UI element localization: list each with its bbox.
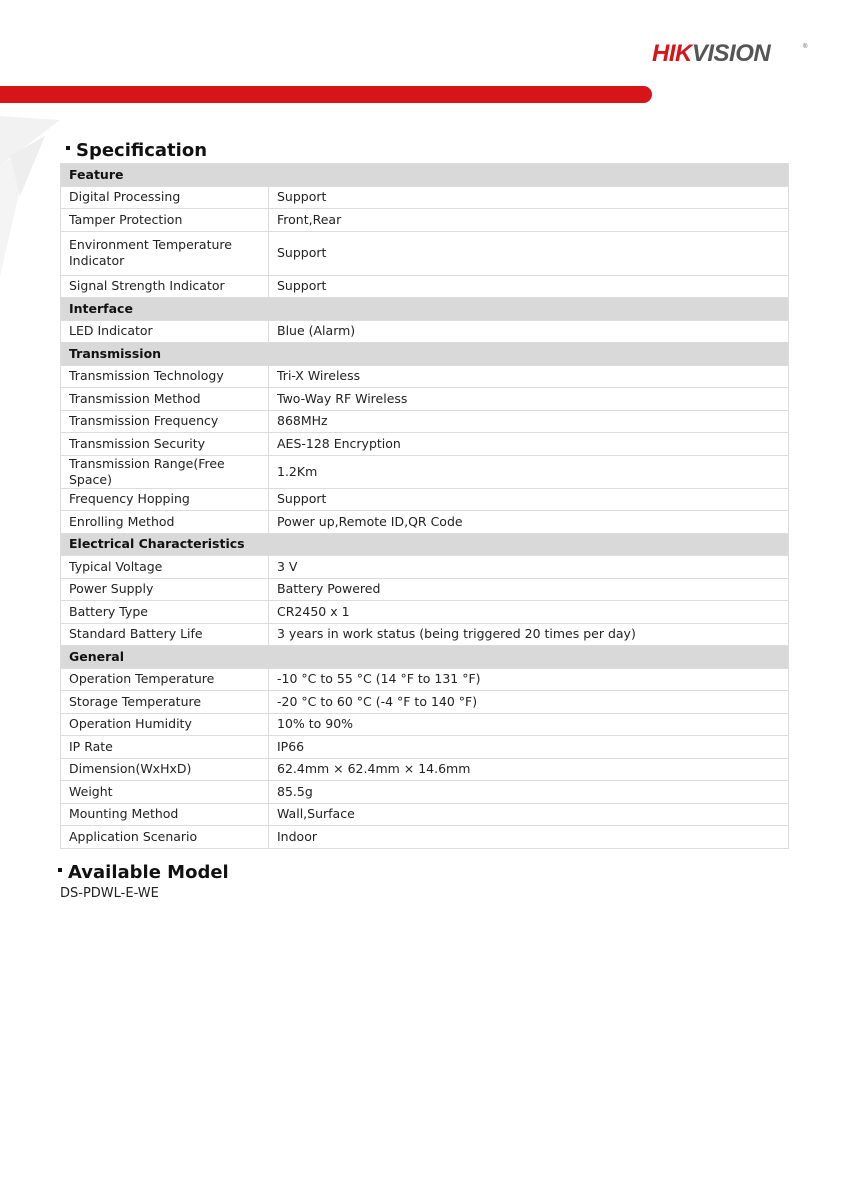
spec-row — [61, 668, 789, 691]
category-label: Interface — [61, 298, 789, 321]
spec-row — [61, 433, 789, 456]
spec-row — [61, 365, 789, 388]
spec-label: Tamper Protection — [61, 209, 269, 232]
spec-row — [61, 209, 789, 232]
spec-label: Typical Voltage — [61, 556, 269, 579]
specification-table — [60, 163, 789, 849]
spec-value: Indoor — [269, 826, 789, 849]
spec-value: 3 V — [269, 556, 789, 579]
spec-value: Support — [269, 275, 789, 298]
header-accent-bar — [0, 86, 652, 103]
spec-row — [61, 455, 789, 488]
spec-row — [61, 320, 789, 343]
spec-value: Blue (Alarm) — [269, 320, 789, 343]
spec-row — [61, 601, 789, 624]
spec-row — [61, 388, 789, 411]
available-model-heading — [58, 862, 229, 883]
spec-label: Power Supply — [61, 578, 269, 601]
spec-label: Enrolling Method — [61, 511, 269, 534]
heading-bullet — [58, 868, 62, 872]
specification-heading-text: Specification — [76, 140, 208, 161]
spec-label: Battery Type — [61, 601, 269, 624]
spec-label: Operation Temperature — [61, 668, 269, 691]
hikvision-logo — [652, 38, 808, 68]
spec-value: Support — [269, 488, 789, 511]
spec-label: Signal Strength Indicator — [61, 275, 269, 298]
spec-value: 868MHz — [269, 410, 789, 433]
spec-value: 62.4mm × 62.4mm × 14.6mm — [269, 758, 789, 781]
spec-value: 3 years in work status (being triggered 20 times per day) — [269, 623, 789, 646]
spec-label: Transmission Range(Free Space) — [61, 455, 269, 488]
spec-value: Two-Way RF Wireless — [269, 388, 789, 411]
specification-heading — [66, 140, 207, 161]
spec-row — [61, 758, 789, 781]
spec-label: Transmission Technology — [61, 365, 269, 388]
model-number: DS-PDWL-E-WE — [60, 886, 159, 901]
logo-text-hik: HIK — [652, 40, 692, 67]
category-label: Transmission — [61, 343, 789, 366]
spec-label: Operation Humidity — [61, 713, 269, 736]
category-label: Feature — [61, 164, 789, 187]
available-model-heading-text: Available Model — [68, 862, 229, 883]
spec-row — [61, 186, 789, 209]
spec-value: Battery Powered — [269, 578, 789, 601]
spec-value: Power up,Remote ID,QR Code — [269, 511, 789, 534]
spec-value: Support — [269, 186, 789, 209]
category-label: Electrical Characteristics — [61, 533, 789, 556]
spec-label: Environment Temperature Indicator — [61, 231, 269, 275]
spec-value: -20 °C to 60 °C (-4 °F to 140 °F) — [269, 691, 789, 714]
spec-row — [61, 556, 789, 579]
spec-value: Support — [269, 231, 789, 275]
registered-mark: ® — [803, 44, 808, 50]
spec-value: Front,Rear — [269, 209, 789, 232]
spec-value: IP66 — [269, 736, 789, 759]
spec-row — [61, 231, 789, 275]
spec-label: Transmission Frequency — [61, 410, 269, 433]
spec-row — [61, 578, 789, 601]
spec-row — [61, 511, 789, 534]
spec-row — [61, 623, 789, 646]
spec-label: Transmission Method — [61, 388, 269, 411]
category-label: General — [61, 646, 789, 669]
spec-row — [61, 736, 789, 759]
svg-text:HIKVISION — [652, 40, 771, 67]
spec-label: Mounting Method — [61, 803, 269, 826]
spec-value: 85.5g — [269, 781, 789, 804]
spec-label: IP Rate — [61, 736, 269, 759]
spec-label: Weight — [61, 781, 269, 804]
spec-label: Frequency Hopping — [61, 488, 269, 511]
spec-row — [61, 410, 789, 433]
spec-value: -10 °C to 55 °C (14 °F to 131 °F) — [269, 668, 789, 691]
spec-label: Digital Processing — [61, 186, 269, 209]
spec-row — [61, 781, 789, 804]
spec-row — [61, 488, 789, 511]
category-row — [61, 298, 789, 321]
spec-value: Tri-X Wireless — [269, 365, 789, 388]
category-row — [61, 164, 789, 187]
spec-label: Application Scenario — [61, 826, 269, 849]
spec-label: Dimension(WxHxD) — [61, 758, 269, 781]
spec-row — [61, 826, 789, 849]
spec-label: Standard Battery Life — [61, 623, 269, 646]
category-row — [61, 343, 789, 366]
spec-row — [61, 275, 789, 298]
spec-row — [61, 803, 789, 826]
logo-text-vision: VISION — [691, 40, 771, 67]
category-row — [61, 533, 789, 556]
spec-row — [61, 691, 789, 714]
spec-value: 1.2Km — [269, 455, 789, 488]
spec-label: LED Indicator — [61, 320, 269, 343]
spec-value: Wall,Surface — [269, 803, 789, 826]
spec-value: AES-128 Encryption — [269, 433, 789, 456]
spec-value: CR2450 x 1 — [269, 601, 789, 624]
spec-label: Transmission Security — [61, 433, 269, 456]
category-row — [61, 646, 789, 669]
heading-bullet — [66, 146, 70, 150]
spec-label: Storage Temperature — [61, 691, 269, 714]
spec-value: 10% to 90% — [269, 713, 789, 736]
spec-row — [61, 713, 789, 736]
